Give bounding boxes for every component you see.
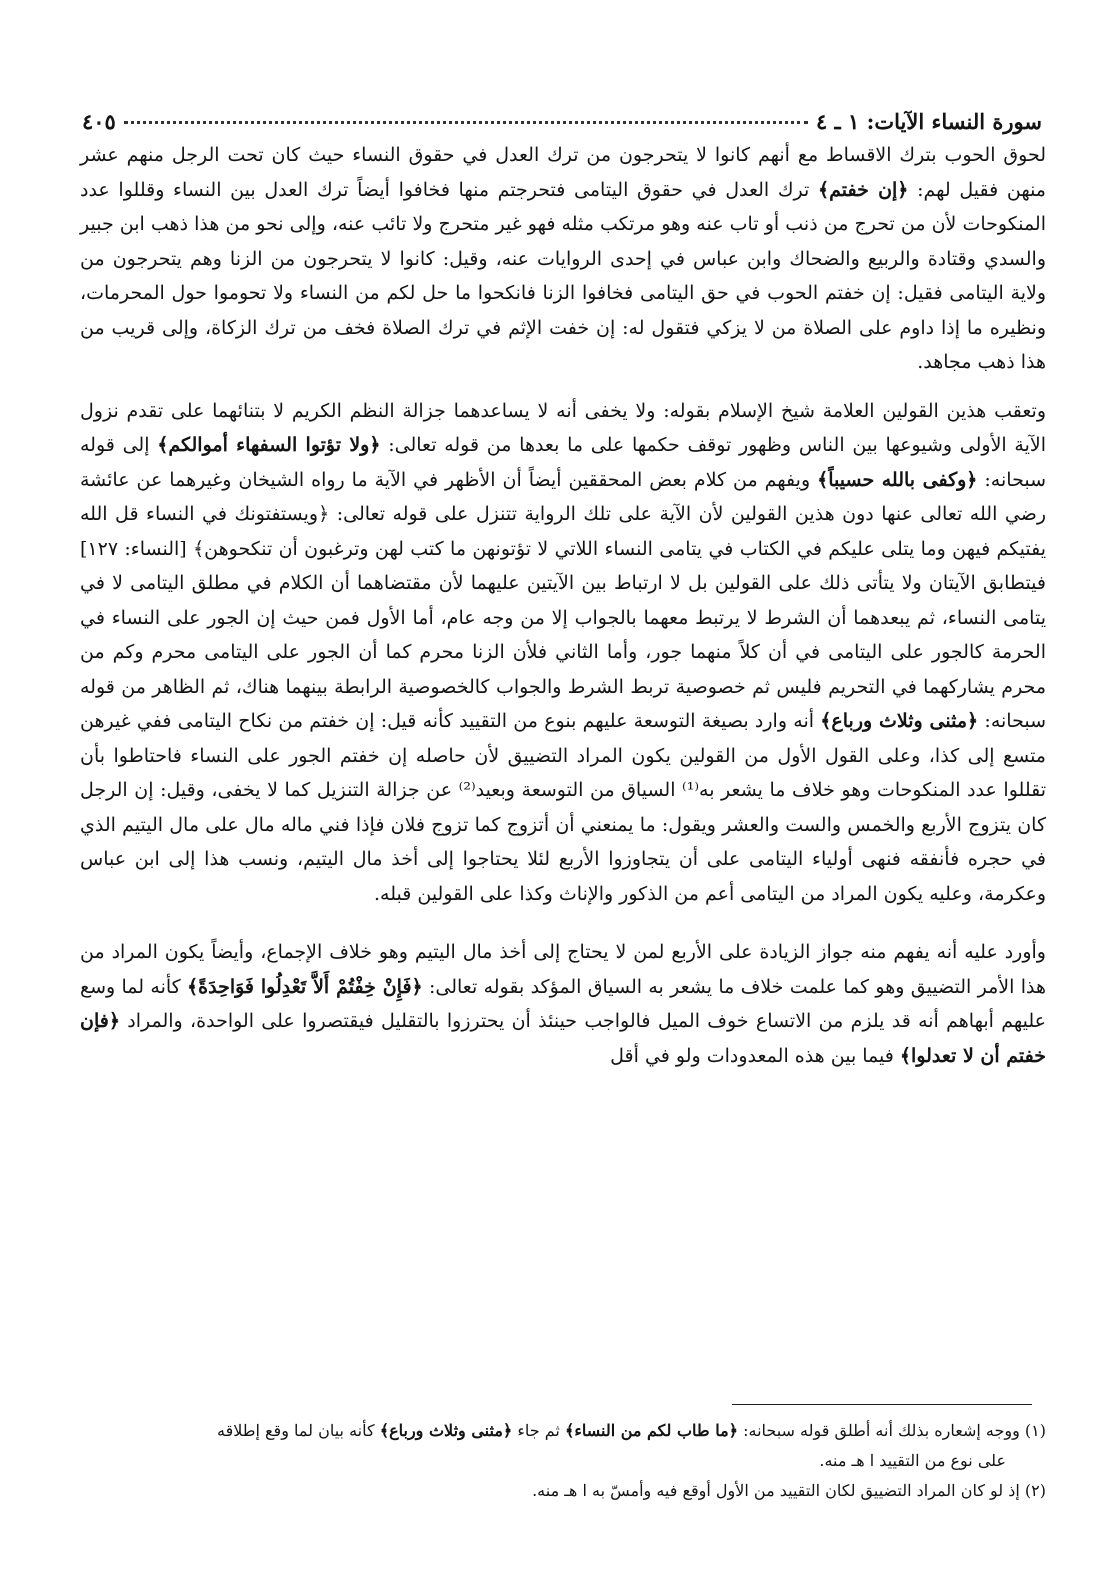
paragraph	[80, 935, 1046, 1073]
quran-quote: ﴿فإن خفتم أن لا تعدلوا﴾	[80, 1010, 1046, 1067]
quran-quote: ﴿مثنى وثلاث ورباع﴾	[379, 1421, 513, 1440]
paragraph	[80, 138, 1046, 380]
surah-title: سورة النساء الآيات: ١ ـ ٤	[815, 109, 1042, 134]
quran-quote: ﴿إن خفتم﴾	[817, 178, 909, 201]
footnote	[80, 1416, 1046, 1446]
text-segment: وأورد عليه أنه يفهم منه جواز الزيادة على الأربع لمن لا يحتاج إلى أخذ مال اليتيم وهو خلاف الإجماع، وأيضاً يكون المراد من هذا الأمر التضييق وهو كما علمت خلاف ما يشعر به السياق المؤكد بقوله تعالى:	[80, 941, 1046, 998]
quran-quote: ﴿ما طاب لكم من النساء﴾	[564, 1421, 739, 1440]
text-segment: ﴿ويستفتونك في النساء قل الله يفتيكم فيهن وما يتلى عليكم في الكتاب في يتامى النساء اللاتي لا تؤتونهن ما كتب لهن وترغبون أن تنكحوهن﴾	[80, 503, 1046, 560]
footnote-text: (٢) إذ لو كان المراد التضييق لكان التقييد من الأول أوقع فيه وأمسّ به ا هـ منه.	[532, 1481, 1046, 1500]
text-segment: فيما بين هذه المعدودات ولو في أقل	[610, 1044, 900, 1067]
text-segment: وتعقب هذين القولين العلامة شيخ الإسلام بقوله: ولا يخفى أنه لا يساعدهما جزالة النظم الكريم لا بتنائهما على تقدم نزول الآية الأولى وشيوعها بين الناس وظهور توقف حكمها على ما بعدها من قوله تعالى:	[80, 399, 1047, 456]
quran-quote: ﴿وكفى بالله حسيباً﴾	[817, 468, 978, 491]
page-number: ٤٠٥	[82, 109, 116, 134]
text-segment: ويفهم من كلام بعض المحققين أيضاً أن الأظهر في الآية ما رواه الشيخان وغيرهما عن عائشة رضي الله تعالى عنها دون هذين القولين لأن الآية على تلك الرواية تتنزل على قوله تعالى:	[80, 468, 1047, 525]
footnotes	[80, 1416, 1046, 1506]
running-header	[82, 94, 1042, 134]
text-segment: أنه وارد بصيغة التوسعة عليهم بنوع من التقييد كأنه قيل: إن خفتم من نكاح اليتامى ففي غيرهن متسع إلى كذا، وعلى القول الأول من القولين يكون المراد التضييق لأن حاصله إن خفتم الجور على النساء فاحتاطوا بأن تقللوا عدد المنكوحات وهو خلاف ما يشعر به⁽¹⁾ السياق من التوسعة وبعيد⁽²⁾ عن جزالة التنزيل كما لا يخفى، وقيل: إن الرجل كان يتزوج الأربع والخمس والست والعشر ويقول: ما يمنعني أن أتزوج كما تزوج فلان فإذا فني ماله مال على مال اليتيم الذي في حجره فأنفقه فنهى أولياء اليتامى على أن يتجاوزوا الأربع لئلا يحتاجوا إلى أخذ مال اليتيم، ونسب هذا إلى ابن عباس وعكرمة، وعليه يكون المراد من اليتامى أعم من الذكور والإناث وكذا على القولين قبله.	[80, 710, 1047, 905]
paragraph	[80, 394, 1046, 912]
main-text	[80, 138, 1046, 1073]
text-segment: لحوق الحوب بترك الاقساط مع أنهم كانوا لا يتحرجون من ترك العدل في حقوق النساء حيث كان تحت الرجل منهم عشر منهن فقيل لهم:	[80, 144, 1046, 201]
quran-quote: ﴿مثنى وثلاث ورباع﴾	[820, 710, 979, 732]
text-segment: كأنه لما وسع عليهم أبهاهم أنه قد يلزم من الاتساع خوف الميل فالواجب حينئذ أن يحترزوا بالتقليل فيقتصروا على الواحدة، والمراد	[80, 975, 1046, 1032]
footnote	[80, 1476, 1046, 1506]
footnote-text: (١) ووجه إشعاره بذلك أنه أطلق قوله سبحانه:	[738, 1421, 1046, 1440]
quran-quote: ﴿ولا تؤتوا السفهاء أموالكم﴾	[157, 434, 381, 456]
quran-quote: ﴿فَإِنْ خِفْتُمْ أَلاَّ تَعْدِلُوا فَوَاحِدَةً﴾	[187, 975, 423, 998]
text-segment: ترك العدل في حقوق اليتامى فتحرجتم منها فخافوا أيضاً ترك العدل بين النساء وقللوا عدد المنكوحات لأن من تحرج من ذنب أو تاب عنه وهو مرتكب مثله فهو غير متحرج ولا تائب عنه، وإلى نحو من هذا ذهب ابن جبير والسدي وقتادة والربيع والضحاك وابن عباس في إحدى الروايات عنه، وقيل: كانوا لا يتحرجون من الزنا وهم يتحرجون من ولاية اليتامى فقيل: إن خفتم الحوب في حق اليتامى فخافوا الزنا فانكحوا ما حل لكم من النساء ولا تحوموا حول المحرمات، ونظيره ما إذا داوم على الصلاة من لا يزكي فتقول له: إن خفت الإثم في ترك الصلاة فخف من ترك الزكاة، وإلى قريب من هذا ذهب مجاهد.	[80, 178, 1046, 373]
footnote-separator	[732, 1404, 1032, 1405]
footnote-text: كأنه بيان لما وقع إطلاقه	[217, 1421, 380, 1440]
header-leader-dots	[124, 121, 808, 124]
footnote-text: ثم جاء	[512, 1421, 565, 1440]
text-segment: إلى قوله سبحانه:	[80, 434, 1046, 491]
footnote-continuation: على نوع من التقييد ا هـ منه.	[819, 1451, 1006, 1470]
text-segment: [النساء: ١٢٧] فيتطابق الآيتان ولا يتأتى ذلك على القولين بل لا ارتباط بين الآيتين عليهما لأن مقتضاهما أن الكلام في مطلق اليتامى لا في يتامى النساء، ثم يبعدهما أن الشرط لا يرتبط معهما بالجواب إلا من وجه عام، أما الأول فمن حيث إن الجور على النساء في الحرمة كالجور على اليتامى في أن كلاً منهما جور، وأما الثاني فلأن الزنا محرم كما أن الجور على اليتامى محرم وكم من محرم يشاركهما في التحريم فليس ثم خصوصية تربط الشرط والجواب كالخصوصية الرابطة بينهما هناك، ثم الظاهر من قوله سبحانه:	[80, 537, 1046, 732]
